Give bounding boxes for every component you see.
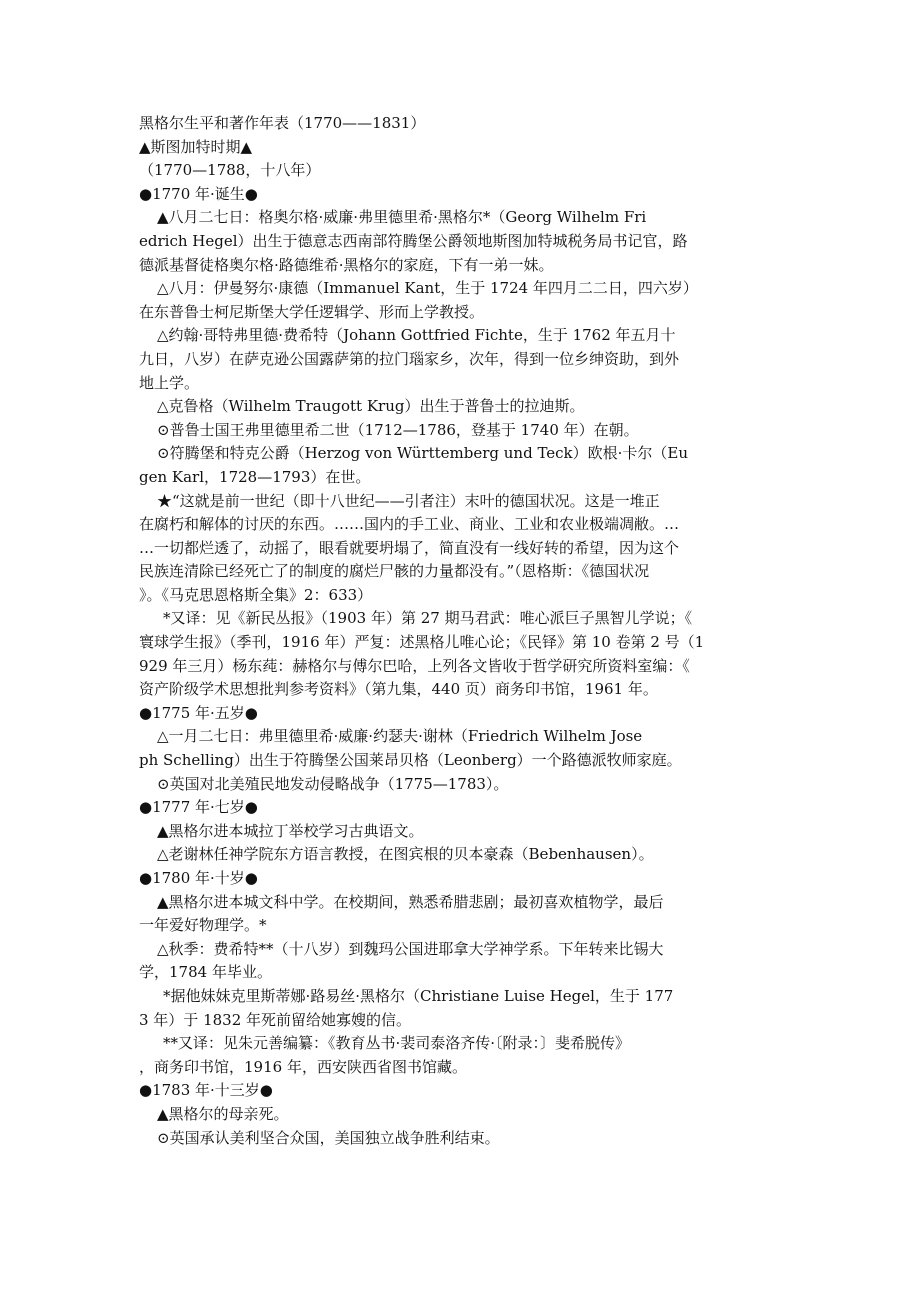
text-line: …一切都烂透了，动摇了，眼看就要坍塌了，简直没有一线好转的希望，因为这个 <box>139 538 680 557</box>
text-line: 3 年）于 1832 年死前留给她寡嫂的信。 <box>139 1010 412 1029</box>
text-line: *据他妹妹克里斯蒂娜·路易丝·黑格尔（Christiane Luise Hegel，生于 177 <box>163 986 674 1005</box>
text-line: edrich Hegel）出生于德意志西南部符腾堡公爵领地斯图加特城税务局书记官，路 <box>139 231 688 250</box>
text-line: 929 年三月）杨东莼：赫格尔与傅尔巴哈，上列各文皆收于哲学研究所资料室编：《 <box>139 656 690 675</box>
text-line: ●1780 年·十岁● <box>139 869 258 887</box>
text-line: gen Karl，1728—1793）在世。 <box>139 467 371 486</box>
text-line: ●1770 年·诞生● <box>139 184 258 203</box>
text-line: ●1777 年·七岁● <box>139 798 258 817</box>
text-line: ，商务印书馆，1916 年，西安陕西省图书馆藏。 <box>139 1057 467 1076</box>
text-line: ●1775 年·五岁● <box>139 703 258 722</box>
text-line: 九日，八岁）在萨克逊公国露萨第的拉门瑙家乡，次年，得到一位乡绅资助，到外 <box>139 349 680 368</box>
text-line: 在腐朽和解体的讨厌的东西。……国内的手工业、商业、工业和农业极端凋敝。… <box>139 515 680 534</box>
text-line: 资产阶级学术思想批判参考资料》（第九集，440 页）商务印书馆，1961 年。 <box>139 680 658 699</box>
text-line: ▲黑格尔进本城文科中学。在校期间，熟悉希腊悲剧；最初喜欢植物学，最后 <box>157 892 664 911</box>
text-line: ▲斯图加特时期▲ <box>139 137 253 156</box>
text-line: ⊙英国承认美利坚合众国，美国独立战争胜利结束。 <box>157 1128 500 1147</box>
document-body <box>139 112 729 1150</box>
text-line: 一年爱好物理学。* <box>139 916 267 935</box>
text-line: ph Schelling）出生于符腾堡公国莱昂贝格（Leonberg）一个路德派牧师家庭。 <box>139 751 682 770</box>
text-line: 学，1784 年毕业。 <box>139 963 272 982</box>
text-line: 地上学。 <box>139 373 200 392</box>
text-line: ⊙符腾堡和特克公爵（Herzog von Württemberg und Teck）欧根·卡尔（Eu <box>157 444 689 463</box>
text-line: （1770—1788，十八年） <box>139 161 321 180</box>
text-line: △克鲁格（Wilhelm Traugott Krug）出生于普鲁士的拉迪斯。 <box>157 397 585 416</box>
text-line: **又译：见朱元善编纂：《教育丛书·裴司泰洛齐传·〔附录：〕斐希脱传》 <box>163 1034 631 1053</box>
text-line: ▲黑格尔进本城拉丁举校学习古典语文。 <box>157 821 424 840</box>
text-line: 黑格尔生平和著作年表（1770——1831） <box>139 114 426 132</box>
text-line: ⊙英国对北美殖民地发动侵略战争（1775—1783）。 <box>157 774 509 793</box>
text-line: ⊙普鲁士国王弗里德里希二世（1712—1786，登基于 1740 年）在朝。 <box>157 420 639 439</box>
text-line: 民族连清除已经死亡了的制度的腐烂尸骸的力量都没有。”（恩格斯：《德国状况 <box>139 562 650 581</box>
text-line: ★“这就是前一世纪（即十八世纪——引者注）末叶的德国状况。这是一堆正 <box>157 491 660 510</box>
text-line: △八月：伊曼努尔·康德（Immanuel Kant，生于 1724 年四月二二日，四六岁） <box>157 279 698 298</box>
text-line: ▲黑格尔的母亲死。 <box>157 1104 289 1123</box>
text-line: ●1783 年·十三岁● <box>139 1081 273 1100</box>
text-line: △秋季：费希特**（十八岁）到魏玛公国进耶拿大学神学系。下年转来比锡大 <box>157 939 664 958</box>
text-line: 寰球学生报》（季刊，1916 年）严复：述黑格儿唯心论；《民铎》第 10 卷第 2 号（1 <box>139 633 705 652</box>
text-line: 在东普鲁士柯尼斯堡大学任逻辑学、形而上学教授。 <box>139 302 485 321</box>
text-line: △一月二七日：弗里德里希·威廉·约瑟夫·谢林（Friedrich Wilhelm Jose <box>157 727 643 746</box>
text-line: *又译：见《新民丛报》（1903 年）第 27 期马君武：唯心派巨子黑智儿学说；《 <box>163 609 693 628</box>
text-line: △老谢林任神学院东方语言教授，在图宾根的贝本豪森（Bebenhausen）。 <box>157 845 654 864</box>
text-line: △约翰·哥特弗里德·费希特（Johann Gottfried Fichte，生于 1762 年五月十 <box>157 326 676 345</box>
text-line: 》。《马克思恩格斯全集》2：633） <box>139 585 373 604</box>
text-line: 德派基督徒格奥尔格·路德维希·黑格尔的家庭，下有一弟一妹。 <box>139 255 554 274</box>
text-line: ▲八月二七日：格奥尔格·威廉·弗里德里希·黑格尔*（Georg Wilhelm Fri <box>157 208 647 227</box>
